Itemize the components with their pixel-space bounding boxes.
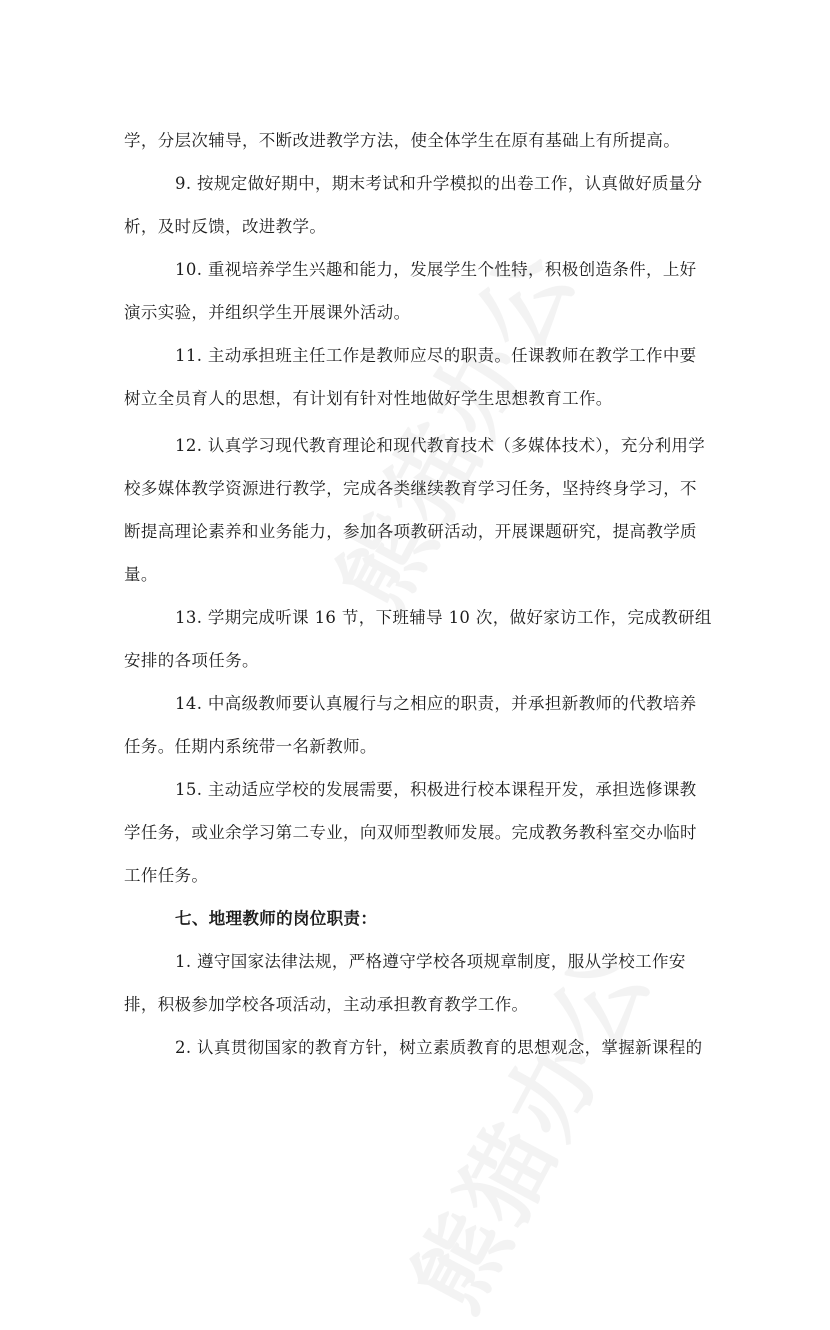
list-item-13: 13. 学期完成听课 16 节，下班辅导 10 次，做好家访工作，完成教研组 xyxy=(175,607,712,627)
list-item-12: 12. 认真学习现代教育理论和现代教育技术（多媒体技术），充分利用学 xyxy=(175,435,706,455)
paragraph-line: 校多媒体教学资源进行教学，完成各类继续教育学习任务，坚持终身学习，不 xyxy=(124,478,697,498)
list-item-2: 2. 认真贯彻国家的教育方针，树立素质教育的思想观念，掌握新课程的 xyxy=(175,1037,703,1057)
list-item-10: 10. 重视培养学生兴趣和能力，发展学生个性特，积极创造条件，上好 xyxy=(175,259,697,279)
paragraph-line: 树立全员育人的思想，有计划有针对性地做好学生思想教育工作。 xyxy=(124,388,613,408)
list-item-9: 9. 按规定做好期中，期末考试和升学模拟的出卷工作，认真做好质量分 xyxy=(175,173,703,193)
list-item-14: 14. 中高级教师要认真履行与之相应的职责，并承担新教师的代教培养 xyxy=(175,693,697,713)
paragraph-line: 工作任务。 xyxy=(124,865,209,885)
paragraph-line: 断提高理论素养和业务能力，参加各项教研活动，开展课题研究，提高教学质 xyxy=(124,521,697,541)
list-item-15: 15. 主动适应学校的发展需要，积极进行校本课程开发，承担选修课教 xyxy=(175,779,697,799)
list-item-1: 1. 遵守国家法律法规，严格遵守学校各项规章制度，服从学校工作安 xyxy=(175,951,686,971)
paragraph-line: 排，积极参加学校各项活动，主动承担教育教学工作。 xyxy=(124,994,529,1014)
paragraph-line: 量。 xyxy=(124,564,158,584)
watermark xyxy=(376,922,677,1330)
paragraph-line: 析，及时反馈，改进教学。 xyxy=(124,216,327,236)
paragraph-line: 学，分层次辅导，不断改进教学方法，使全体学生在原有基础上有所提高。 xyxy=(124,130,681,150)
paragraph-line: 任务。任期内系统带一名新教师。 xyxy=(124,736,377,756)
paragraph-line: 安排的各项任务。 xyxy=(124,650,259,670)
paragraph-line: 演示实验，并组织学生开展课外活动。 xyxy=(124,302,411,322)
paragraph-line: 学任务，或业余学习第二专业，向双师型教师发展。完成教务教科室交办临时 xyxy=(124,822,697,842)
list-item-11: 11. 主动承担班主任工作是教师应尽的职责。任课教师在教学工作中要 xyxy=(175,345,697,365)
section-heading: 七、地理教师的岗位职责： xyxy=(175,908,378,928)
